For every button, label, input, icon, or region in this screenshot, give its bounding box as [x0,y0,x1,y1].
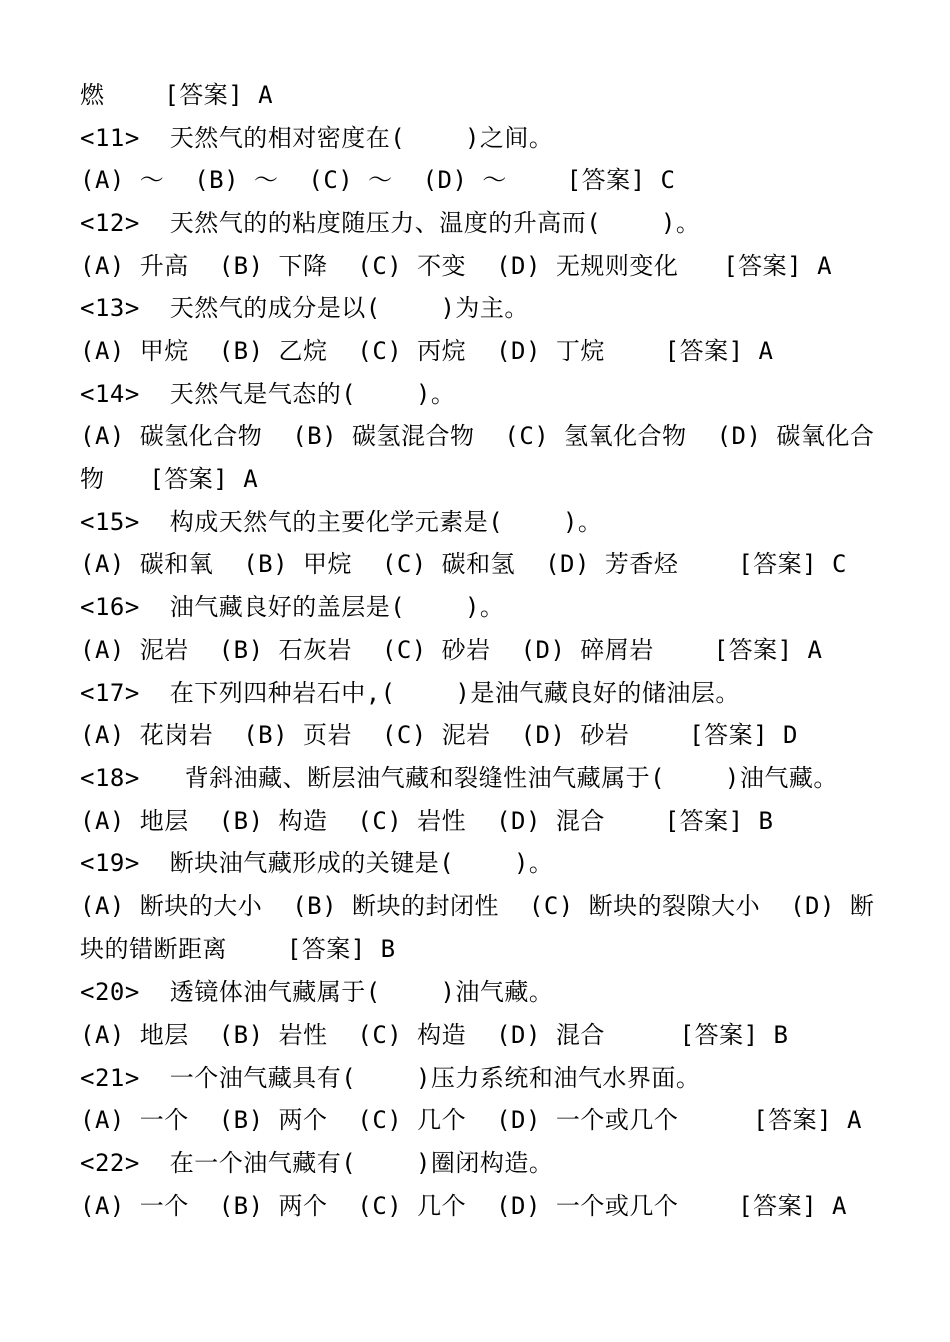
question-line: <20> 透镜体油气藏属于( )油气藏。 [80,978,554,1006]
options-line: (A) 升高 (B) 下降 (C) 不变 (D) 无规则变化 [答案] A [80,252,833,280]
question-line: <21> 一个油气藏具有( )压力系统和油气水界面。 [80,1064,701,1092]
question-line: <17> 在下列四种岩石中,( )是油气藏良好的储油层。 [80,679,740,707]
question-line: <22> 在一个油气藏有( )圈闭构造。 [80,1149,554,1177]
question-line: <19> 断块油气藏形成的关键是( )。 [80,849,554,877]
options-line: (A) ～ (B) ～ (C) ～ (D) ～ [答案] C [80,166,676,194]
options-line: (A) 泥岩 (B) 石灰岩 (C) 砂岩 (D) 碎屑岩 [答案] A [80,636,823,664]
question-line: <18> 背斜油藏、断层油气藏和裂缝性油气藏属于( )油气藏。 [80,764,838,792]
question-line: <12> 天然气的的粘度随压力、温度的升高而( )。 [80,209,701,237]
options-line: (A) 断块的大小 (B) 断块的封闭性 (C) 断块的裂隙大小 (D) 断 [80,892,875,920]
options-line: (A) 甲烷 (B) 乙烷 (C) 丙烷 (D) 丁烷 [答案] A [80,337,774,365]
question-line: <13> 天然气的成分是以( )为主。 [80,294,529,322]
options-line: (A) 花岗岩 (B) 页岩 (C) 泥岩 (D) 砂岩 [答案] D [80,721,798,749]
text-line: 燃 [答案] A [80,81,274,109]
options-line: (A) 一个 (B) 两个 (C) 几个 (D) 一个或几个 [答案] A [80,1192,847,1220]
options-line: (A) 碳和氧 (B) 甲烷 (C) 碳和氢 (D) 芳香烃 [答案] C [80,550,847,578]
options-line: 块的错断距离 [答案] B [80,935,396,963]
options-line: (A) 地层 (B) 岩性 (C) 构造 (D) 混合 [答案] B [80,1021,789,1049]
question-line: <11> 天然气的相对密度在( )之间。 [80,124,554,152]
options-line: (A) 一个 (B) 两个 (C) 几个 (D) 一个或几个 [答案] A [80,1106,862,1134]
options-line: (A) 地层 (B) 构造 (C) 岩性 (D) 混合 [答案] B [80,807,774,835]
options-line: 物 [答案] A [80,465,259,493]
question-line: <15> 构成天然气的主要化学元素是( )。 [80,508,603,536]
question-line: <16> 油气藏良好的盖层是( )。 [80,593,505,621]
question-line: <14> 天然气是气态的( )。 [80,380,456,408]
options-line: (A) 碳氢化合物 (B) 碳氢混合物 (C) 氢氧化合物 (D) 碳氧化合 [80,422,875,450]
